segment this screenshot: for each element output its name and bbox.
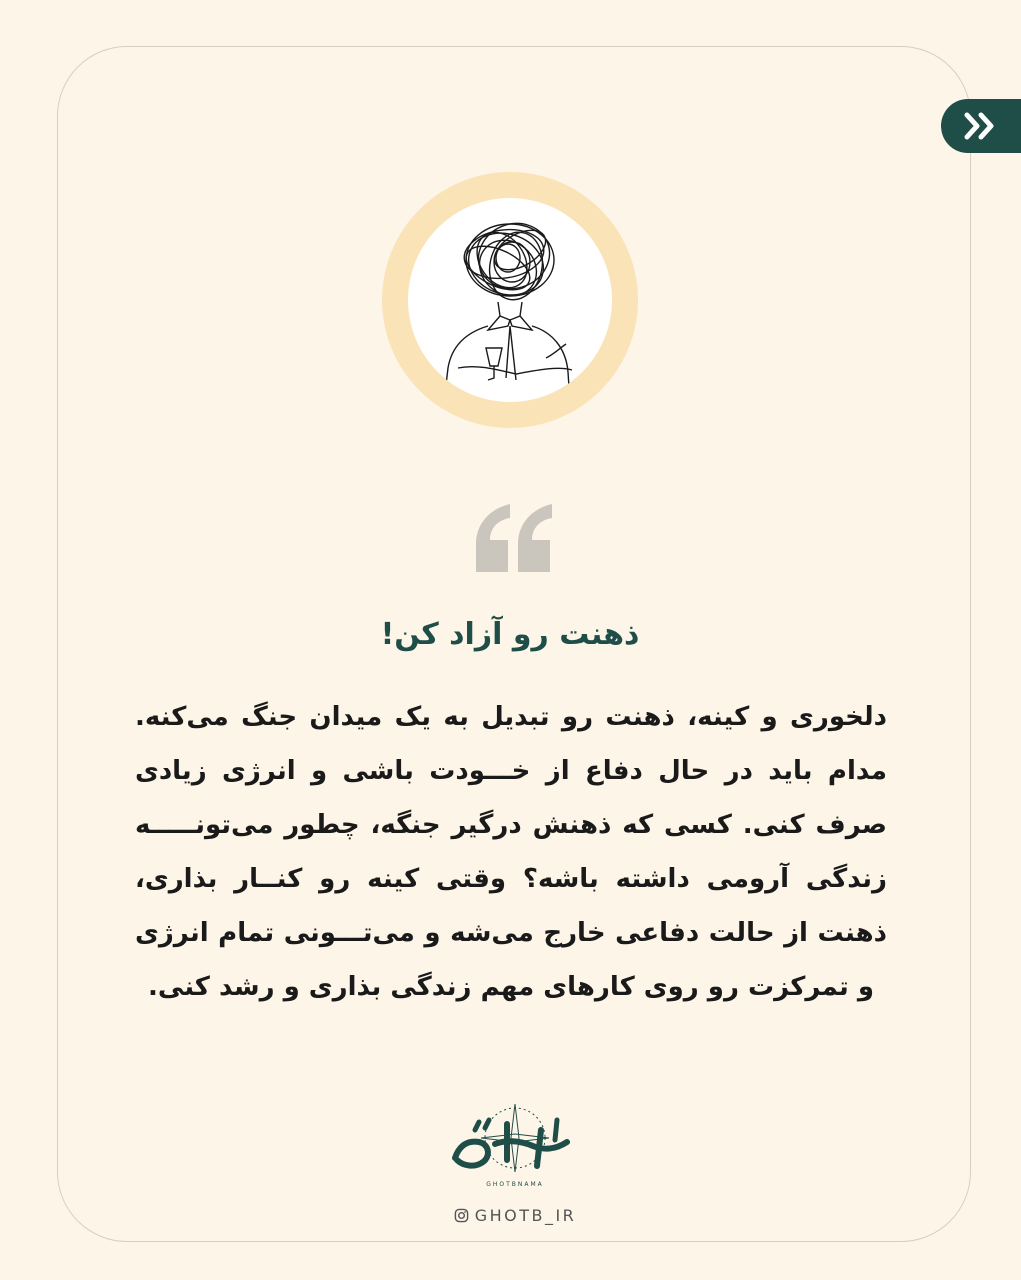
handle-text: GHOTB_IR bbox=[474, 1206, 577, 1225]
illustration-frame bbox=[382, 172, 638, 428]
quote-icon bbox=[470, 500, 556, 576]
post-body: دلخوری و کینه، ذهنت رو تبدیل به یک میدان جنگ می‌کنه. مدام باید در حال دفاع از خـــودت باشی و انرژی زیادی صرف کنی. کسی که ذهنش درگیر جنگه، چطور می‌تونـــــه زندگی آرومی داشته باشه؟ وقتی کینه رو کنــار بذاری، ذهنت از حالت دفاعی خارج می‌شه و می‌تـــونی تمام انرژی و تمرکزت رو روی کارهای مهم زندگی بذاری و رشد کنی. bbox=[135, 702, 887, 1002]
post-title: ذهنت رو آزاد کن! bbox=[380, 617, 640, 652]
svg-text:GHOTBNAMA: GHOTBNAMA bbox=[486, 1181, 544, 1188]
instagram-icon bbox=[454, 1208, 469, 1223]
next-slide-button[interactable] bbox=[941, 99, 1021, 153]
tangled-head-illustration bbox=[408, 198, 612, 402]
double-chevron-right-icon bbox=[963, 111, 999, 141]
brand-logo bbox=[445, 1100, 580, 1190]
instagram-handle[interactable] bbox=[430, 1206, 600, 1225]
illustration bbox=[408, 198, 612, 402]
